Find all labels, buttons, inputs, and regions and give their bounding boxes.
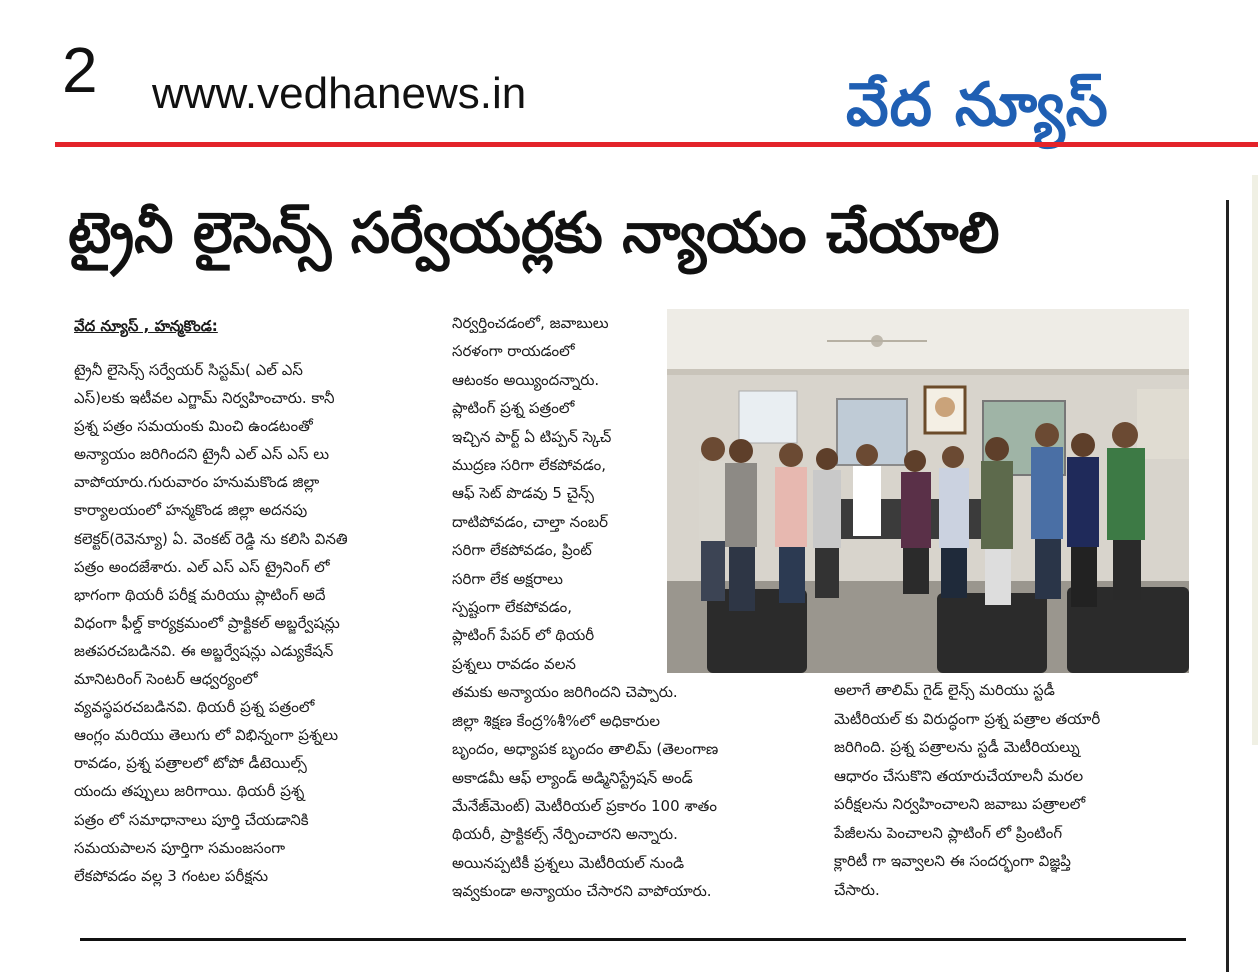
article-text-line: ఎస్)లకు ఇటీవల ఎగ్జామ్ నిర్వహించారు. కానీ: [74, 389, 335, 408]
article-text-line: రావడం, ప్రశ్న పత్రాలలో టోపో డీటెయిల్స్: [74, 754, 307, 773]
website-url[interactable]: www.vedhanews.in: [152, 69, 527, 118]
article-column-1: [74, 314, 434, 890]
article-headline: ట్రైనీ లైసెన్స్ సర్వేయర్లకు న్యాయం చేయాలి: [68, 201, 1000, 266]
article-text-line: ఆఫ్ సెట్ పొడవు 5 చైన్స్: [452, 484, 594, 503]
article-text-line: ఆంగ్లం మరియు తెలుగు లో విభిన్నంగా ప్రశ్నలు: [74, 726, 339, 745]
article-text-line: ముద్రణ సరిగా లేకపోవడం,: [452, 456, 607, 475]
article-text-line: లేకపోవడం వల్ల 3 గంటల పరీక్షను: [74, 866, 269, 885]
article-text-line: బృందం, అధ్యాపక బృందం తాలిమ్ (తెలంగాణ: [452, 740, 719, 759]
article-text-line: జతపరచబడినవి. ఈ అబ్జర్వేషన్లు ఎడ్యుకేషన్: [74, 641, 334, 660]
article-text-line: వాపోయారు.గురువారం హనుమకొండ జిల్లా: [74, 473, 320, 492]
article-text-line: అకాడమీ ఆఫ్ ల్యాండ్ అడ్మినిస్ట్రేషన్ అండ్: [452, 768, 693, 787]
article-text-line: పత్రం అందజేశారు. ఎల్ ఎస్ ఎస్ ట్రైనింగ్ లో: [74, 557, 330, 576]
article-column-3: [834, 676, 1214, 904]
article-text-line: స్పష్టంగా లేకపోవడం,: [452, 598, 573, 617]
article-text-line: మెటీరియల్ కు విరుద్ధంగా ప్రశ్న పత్రాల తయారీ: [834, 709, 1101, 728]
article-text-line: భాగంగా థియరీ పరీక్ష మరియు ప్లాటింగ్ అదే: [74, 585, 326, 604]
article-text-line: మానిటరింగ్ సెంటర్ ఆధ్వర్యంలో: [74, 670, 258, 689]
article-text-line: విధంగా ఫీల్డ్ కార్యక్రమంలో ప్రాక్టికల్ అబ్జర్వేషన్లు: [74, 613, 340, 632]
column-1-text: [74, 356, 434, 890]
article-text-line: ట్రైనీ లైసెన్స్ సర్వేయర్ సిస్టమ్( ఎల్ ఎస్: [74, 361, 303, 379]
article-text-line: పేజీలను పెంచాలని ప్లాటింగ్ లో ప్రింటింగ్: [834, 823, 1063, 842]
adjacent-page-edge: [1252, 175, 1258, 745]
article-text-line: వ్యవస్థపరచబడినవి. థియరీ ప్రశ్న పత్రంలో: [74, 698, 315, 717]
article-text-line: తమకు అన్యాయం జరిగిందని చెప్పారు.: [452, 683, 678, 702]
article-text-line: నిర్వర్తించడంలో, జవాబులు: [452, 314, 609, 332]
article-text-line: సమయపాలన పూర్తిగా సమంజసంగా: [74, 838, 286, 857]
column-divider-right: [1226, 200, 1229, 972]
article-text-line: ఆటంకం అయ్యిందన్నారు.: [452, 370, 600, 389]
article-text-line: పరీక్షలను నిర్వహించాలని జవాబు పత్రాలలో: [834, 795, 1086, 813]
page-bottom-rule: [80, 938, 1186, 941]
article-text-line: సరళంగా రాయడంలో: [452, 342, 575, 361]
article-text-line: పత్రం లో సమాధానాలు పూర్తి చేయడానికి: [74, 810, 309, 829]
article-text-line: ప్రశ్న పత్రం సమయంకు మించి ఉండటంతో: [74, 417, 313, 436]
article-text-line: ఇవ్వకుండా అన్యాయం చేసారని వాపోయారు.: [452, 882, 712, 901]
article-text-line: సరిగా లేక అక్షరాలు: [452, 569, 563, 588]
article-text-line: అయినప్పటికీ ప్రశ్నలు మెటీరియల్ నుండి: [452, 853, 685, 872]
article-text-line: చేసారు.: [834, 880, 880, 899]
article-text-line: ప్లాటింగ్ ప్రశ్న పత్రంలో: [452, 399, 575, 418]
article-text-line: అలాగే తాలిమ్ గైడ్ లైన్స్ మరియు స్టడీ: [834, 681, 1055, 699]
article-byline: వేద న్యూస్ , హన్మకొండ:: [74, 317, 218, 335]
news-photo: [667, 309, 1189, 673]
article-text-line: ఇచ్చిన పార్ట్ ఏ టిప్పన్ స్కెచ్: [452, 427, 612, 446]
group-photo-illustration: [667, 309, 1189, 673]
masthead-logo: వేద న్యూస్: [846, 70, 1109, 140]
article-text-line: కార్యాలయంలో హన్మకొండ జిల్లా అదనపు: [74, 501, 308, 520]
article-text-line: జరిగింది. ప్రశ్న పత్రాలను స్టడీ మెటీరియల్ను: [834, 738, 1080, 756]
article-text-line: ఆధారం చేసుకొని తయారుచేయాలనీ మరల: [834, 766, 1084, 785]
article-text-line: అన్యాయం జరిగిందని ట్రైనీ ఎల్ ఎస్ ఎస్ లు: [74, 445, 330, 464]
article-text-line: ప్రశ్నలు రావడం వలన: [452, 654, 576, 673]
article-text-line: థియరీ, ప్రాక్టికల్స్ నేర్పించారని అన్నారు.: [452, 825, 678, 844]
article-text-line: క్లారిటీ గా ఇవ్వాలని ఈ సందర్భంగా విజ్ఞప్తి: [834, 852, 1071, 870]
article-text-line: ప్లాటింగ్ పేపర్ లో థియరీ: [452, 626, 595, 645]
article-text-line: సరిగా లేకపోవడం, ప్రింట్: [452, 541, 592, 560]
article-text-line: మేనేజ్‌మెంట్) మెటీరియల్ ప్రకారం 100 శాతం: [452, 796, 717, 815]
article-text-line: దాటిపోవడం, చాల్తా నంబర్: [452, 512, 608, 531]
article-text-line: జిల్లా శిక్షణ కేంద్ర%శీ%లో అధికారుల: [452, 711, 660, 730]
article-text-line: కలెక్టర్(రెవెన్యూ) ఏ. వెంకట్ రెడ్డి ను కలిసి వినతి: [74, 529, 348, 548]
masthead-divider: [55, 142, 1258, 147]
page-number: 2: [62, 34, 98, 106]
article-text-line: యందు తప్పులు జరిగాయి. థియరీ ప్రశ్న: [74, 782, 305, 801]
